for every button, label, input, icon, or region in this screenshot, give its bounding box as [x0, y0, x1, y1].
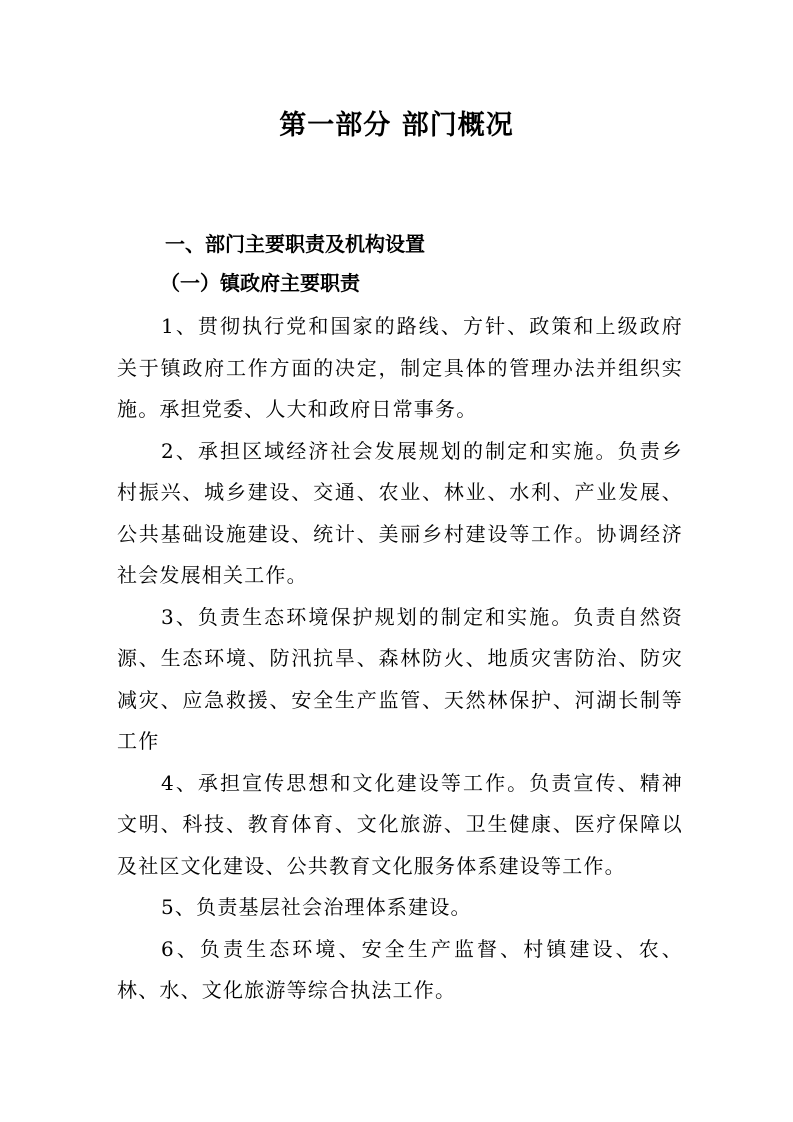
paragraph-duty-3: 3、负责生态环境保护规划的制定和实施。负责自然资源、生态环境、防汛抗旱、森林防火、地质灾害防治、防灾减灾、应急救援、安全生产监管、天然林保护、河湖长制等工作 — [117, 604, 683, 753]
paragraph-duty-4: 4、承担宣传思想和文化建设等工作。负责宣传、精神文明、科技、教育体育、文化旅游、卫生健康、医疗保障以及社区文化建设、公共教育文化服务体系建设等工作。 — [117, 770, 683, 878]
paragraph-duty-5: 5、负责基层社会治理体系建设。 — [161, 895, 472, 919]
paragraph-duty-1: 1、贯彻执行党和国家的路线、方针、政策和上级政府关于镇政府工作方面的决定，制定具体的管理办法并组织实施。承担党委、人大和政府日常事务。 — [117, 314, 683, 421]
subsection-heading: （一）镇政府主要职责 — [160, 271, 360, 295]
page-title: 第一部分 部门概况 — [279, 110, 514, 141]
paragraph-duty-2: 2、承担区域经济社会发展规划的制定和实施。负责乡村振兴、城乡建设、交通、农业、林业、水利、产业发展、公共基础设施建设、统计、美丽乡村建设等工作。协调经济社会发展相关工作。 — [117, 438, 683, 587]
body-text — [117, 306, 683, 1012]
section-heading: 一、部门主要职责及机构设置 — [165, 232, 425, 256]
paragraph-duty-6: 6、负责生态环境、安全生产监督、村镇建设、农、林、水、文化旅游等综合执法工作。 — [117, 936, 683, 1002]
